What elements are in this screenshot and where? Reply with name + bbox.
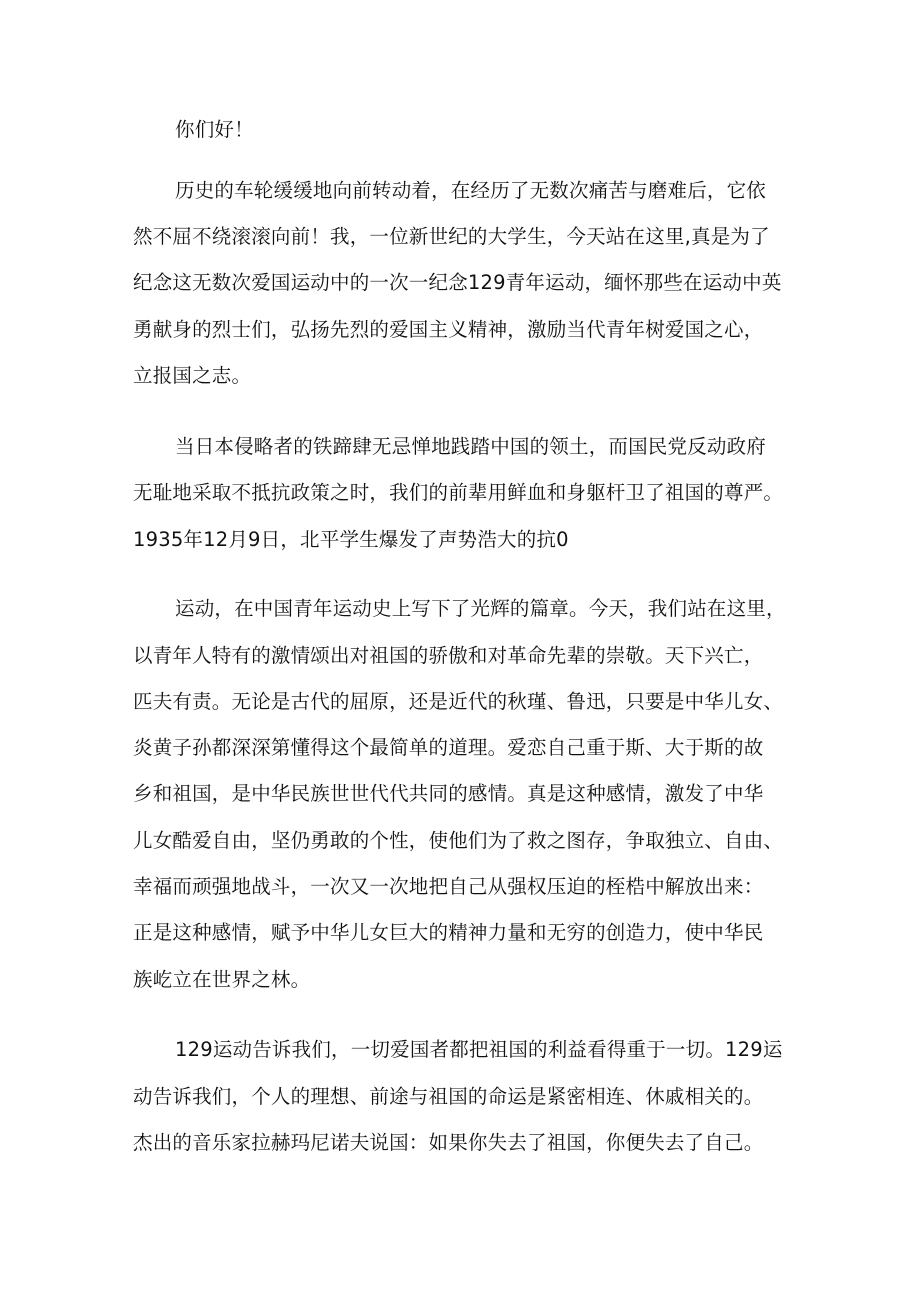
paragraph-3-line-7: 幸福而顽强地战斗，一次又一次地把自己从强权压迫的桎梏中解放出来：	[133, 875, 764, 898]
paragraph-4-line-3: 杰出的音乐家拉赫玛尼诺夫说国：如果你失去了祖国，你便失去了自己。	[133, 1131, 764, 1154]
paragraph-1-line-1: 历史的车轮缓缓地向前转动着，在经历了无数次痛苦与磨难后，它依	[175, 179, 767, 202]
paragraph-3-line-8: 正是这种感情，赋予中华儿女巨大的精神力量和无穷的创造力，使中华民	[133, 921, 764, 944]
paragraph-1-line-2: 然不屈不绕滚滚向前！我，一位新世纪的大学生，今天站在这里,真是为了	[133, 225, 770, 248]
paragraph-4-line-2: 动告诉我们，个人的理想、前途与祖国的命运是紧密相连、休戚相关的。	[133, 1085, 764, 1108]
paragraph-4-line-1: 129运动告诉我们，一切爱国者都把祖国的利益看得重于一切。129运	[175, 1038, 783, 1061]
paragraph-3-line-1: 运动，在中国青年运动史上写下了光辉的篇章。今天，我们站在这里，	[175, 597, 786, 620]
paragraph-3-line-3: 匹夫有责。无论是古代的屈原，还是近代的秋瑾、鲁迅，只要是中华儿女、	[133, 690, 784, 713]
paragraph-2-line-2: 无耻地采取不抵抗政策之时，我们的前辈用鲜血和身躯杆卫了祖国的尊严。	[133, 481, 784, 504]
paragraph-3-line-2: 以青年人特有的激情颂出对祖国的骄傲和对革命先辈的崇敬。天下兴亡，	[133, 644, 764, 667]
paragraph-1-line-3: 纪念这无数次爱国运动中的一次一纪念129青年运动，缅怀那些在运动中英	[133, 271, 782, 294]
paragraph-2-line-3: 1935年12月9日，北平学生爆发了声势浩大的抗0	[133, 528, 569, 551]
greeting: 你们好！	[175, 118, 254, 141]
paragraph-3-line-6: 儿女酷爱自由，坚仍勇敢的个性，使他们为了救之图存，争取独立、自由、	[133, 829, 784, 852]
paragraph-1-line-5: 立报国之志。	[133, 364, 252, 387]
paragraph-3-line-9: 族屹立在世界之林。	[133, 968, 311, 991]
paragraph-1-line-4: 勇献身的烈士们，弘扬先烈的爱国主义精神，激励当代青年树爱国之心，	[133, 318, 764, 341]
paragraph-3-line-4: 炎黄子孙都深深第懂得这个最简单的道理。爱恋自己重于斯、大于斯的故	[133, 736, 764, 759]
paragraph-2-line-1: 当日本侵略者的铁蹄肆无忌惮地践踏中国的领土，而国民党反动政府	[175, 435, 767, 458]
paragraph-3-line-5: 乡和祖国，是中华民族世世代代共同的感情。真是这种感情，激发了中华	[133, 782, 764, 805]
